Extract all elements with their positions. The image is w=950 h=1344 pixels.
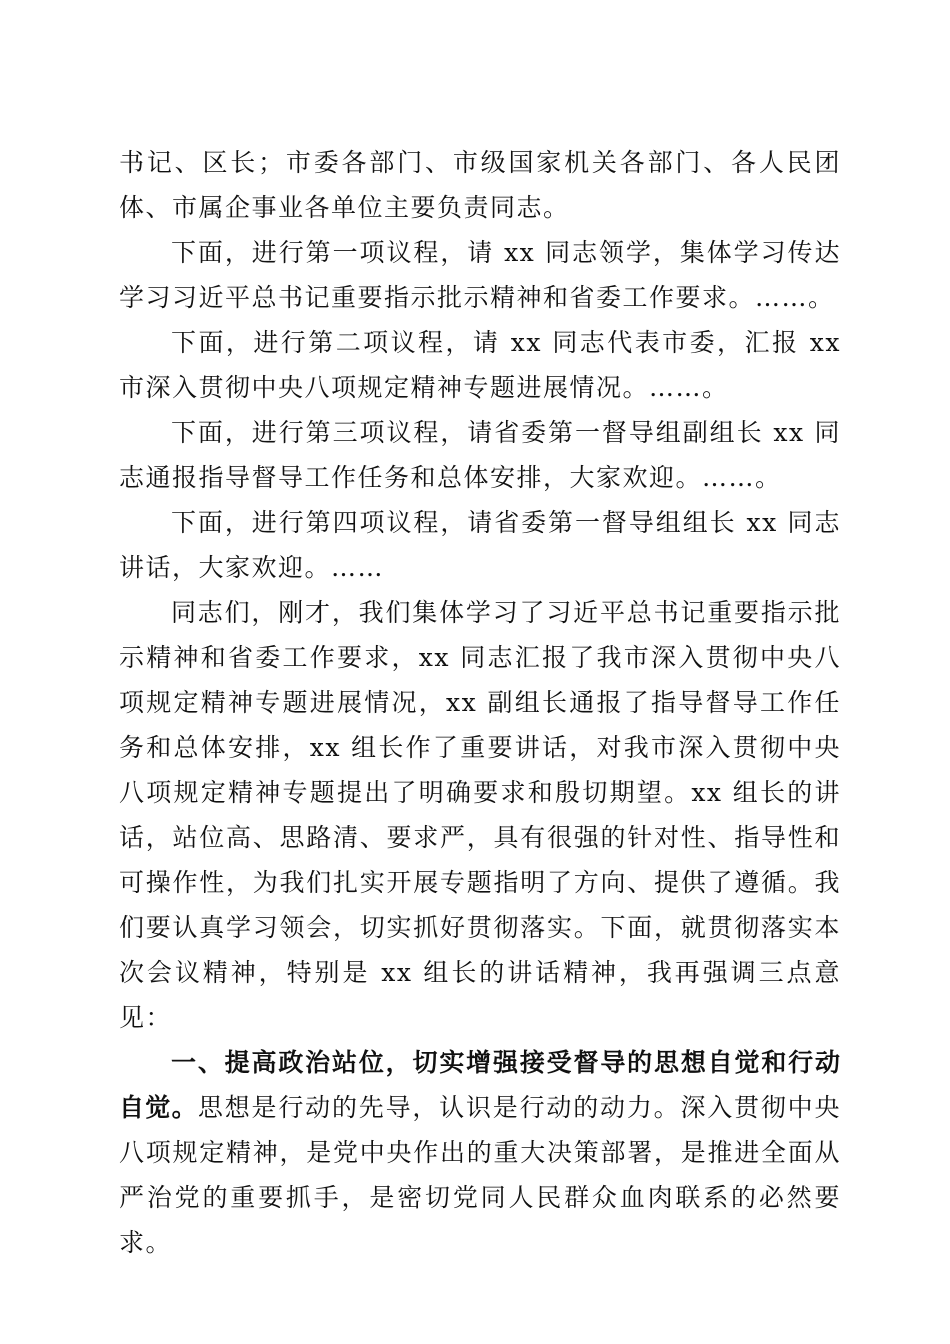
section-one xyxy=(119,1040,841,1265)
paragraph-agenda-2: 下面，进行第二项议程，请 xx 同志代表市委，汇报 xx 市深入贯彻中央八项规定精神专题进展情况。……。 xyxy=(119,328,841,402)
section-one-body: 思想是行动的先导，认识是行动的动力。深入贯彻中央八项规定精神，是党中央作出的重大决策部署，是推进全面从严治党的重要抓手，是密切党同人民群众血肉联系的必然要求。 xyxy=(119,1093,841,1257)
paragraph-summary: 同志们，刚才，我们集体学习了习近平总书记重要指示批示精神和省委工作要求，xx 同志汇报了我市深入贯彻中央八项规定精神专题进展情况，xx 副组长通报了指导督导工作任务和总体安排，xx 组长作了重要讲话，对我市深入贯彻中央八项规定精神专题提出了明确要求和殷切期望。xx 组长的讲话，站位高、思路清、要求严，具有很强的针对性、指导性和可操作性，为我们扎实开展专题指明了方向、提供了遵循。我们要认真学习领会，切实抓好贯彻落实。下面，就贯彻落实本次会议精神，特别是 xx 组长的讲话精神，我再强调三点意见： xyxy=(119,598,841,1032)
paragraph-agenda-4: 下面，进行第四项议程，请省委第一督导组组长 xx 同志讲话，大家欢迎。…… xyxy=(119,508,841,582)
section-one-heading: 一、提高政治站位，切实增强接受督导的思想自觉和行动自觉。 xyxy=(119,1048,841,1122)
paragraph-agenda-1: 下面，进行第一项议程，请 xx 同志领学，集体学习传达学习习近平总书记重要指示批示精神和省委工作要求。……。 xyxy=(119,238,841,312)
document-body xyxy=(119,140,841,1265)
paragraph-attendees: 书记、区长；市委各部门、市级国家机关各部门、各人民团体、市属企事业各单位主要负责同志。 xyxy=(119,148,841,222)
paragraph-agenda-3: 下面，进行第三项议程，请省委第一督导组副组长 xx 同志通报指导督导工作任务和总体安排，大家欢迎。……。 xyxy=(119,418,841,492)
